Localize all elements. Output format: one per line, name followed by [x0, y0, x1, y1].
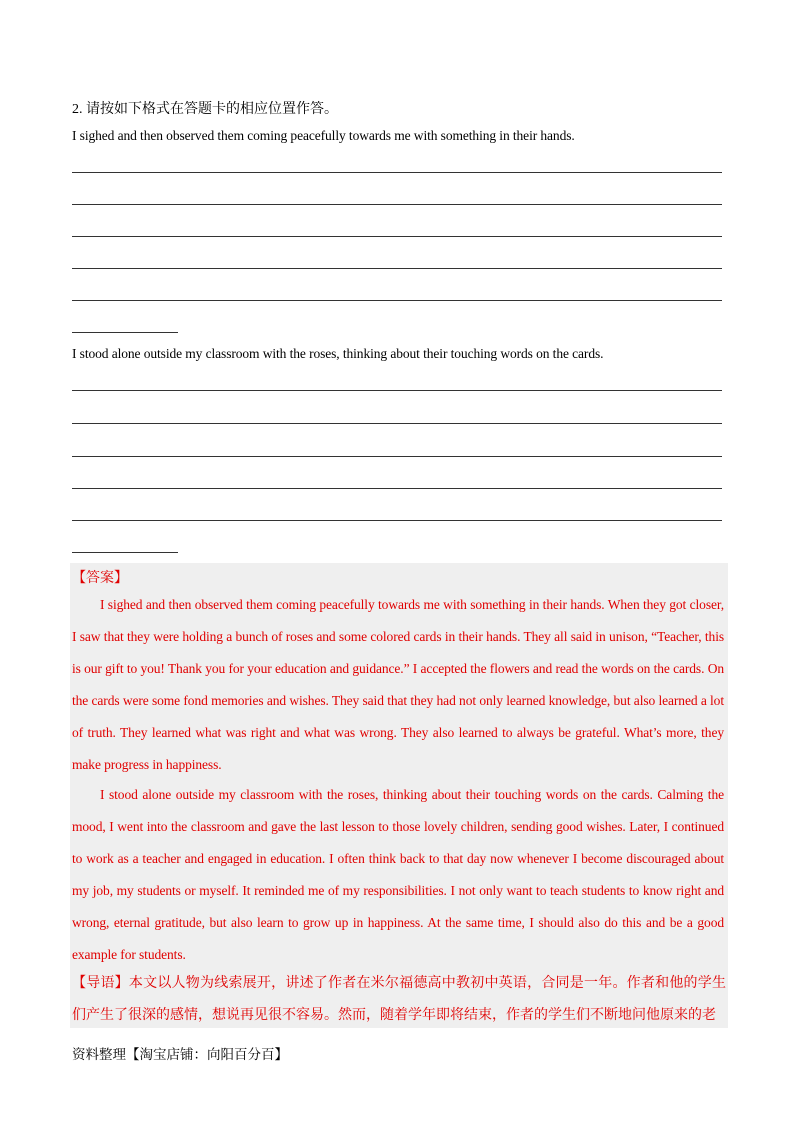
answer-line-2	[72, 204, 722, 205]
guide-text: 【导语】本文以人物为线索展开，讲述了作者在米尔福德高中教初中英语，合同是一年。作者和他的学生们产生了很深的感情，想说再见很不容易。然而，随着学年即将结束，作者的学生们不断地问他原来的老	[72, 976, 726, 1023]
question-instruction: 2. 请按如下格式在答题卡的相应位置作答。	[72, 102, 338, 117]
answer-line-3	[72, 236, 722, 237]
answer-line-4	[72, 268, 722, 269]
answer-line-6	[72, 390, 722, 391]
answer-line-10	[72, 520, 722, 521]
answer-line-1	[72, 172, 722, 173]
prompt-sentence-2: I stood alone outside my classroom with the roses, thinking about their touching words on the cards.	[72, 346, 604, 361]
answer-line-short-1	[72, 332, 178, 333]
answer-line-short-2	[72, 552, 178, 553]
answer-line-9	[72, 488, 722, 489]
answer-heading: 【答案】	[72, 571, 128, 586]
answer-line-8	[72, 456, 722, 457]
answer-line-5	[72, 300, 722, 301]
answer-line-7	[72, 423, 722, 424]
answer-paragraph-2: I stood alone outside my classroom with the roses, thinking about their touching words on the cards. Calming the mood, I went into the classroom and gave the last lesson to those lovely children, sending good wishes. Later, I continued to work as a teacher and engaged in education. I often think back to that day now whenever I become discouraged about my job, my students or myself. It reminded me of my responsibilities. I not only want to teach students to know right and wrong, eternal gratitude, but also learn to grow up in happiness. At the same time, I should also do this and be a good example for students.	[72, 787, 724, 962]
answer-paragraph-1: I sighed and then observed them coming peacefully towards me with something in their hands. When they got closer, I saw that they were holding a bunch of roses and some colored cards in their hands. They all said in unison, “Teacher, this is our gift to you! Thank you for your education and guidance.” I accepted the flowers and read the words on the cards. On the cards were some fond memories and wishes. They said that they had not only learned knowledge, but also learned a lot of truth. They learned what was right and what was wrong. They also learned to always be grateful. What’s more, they make progress in happiness.	[72, 597, 724, 772]
footer-source: 资料整理【淘宝店铺：向阳百分百】	[72, 1047, 288, 1062]
prompt-sentence-1: I sighed and then observed them coming peacefully towards me with something in their hands.	[72, 128, 575, 143]
